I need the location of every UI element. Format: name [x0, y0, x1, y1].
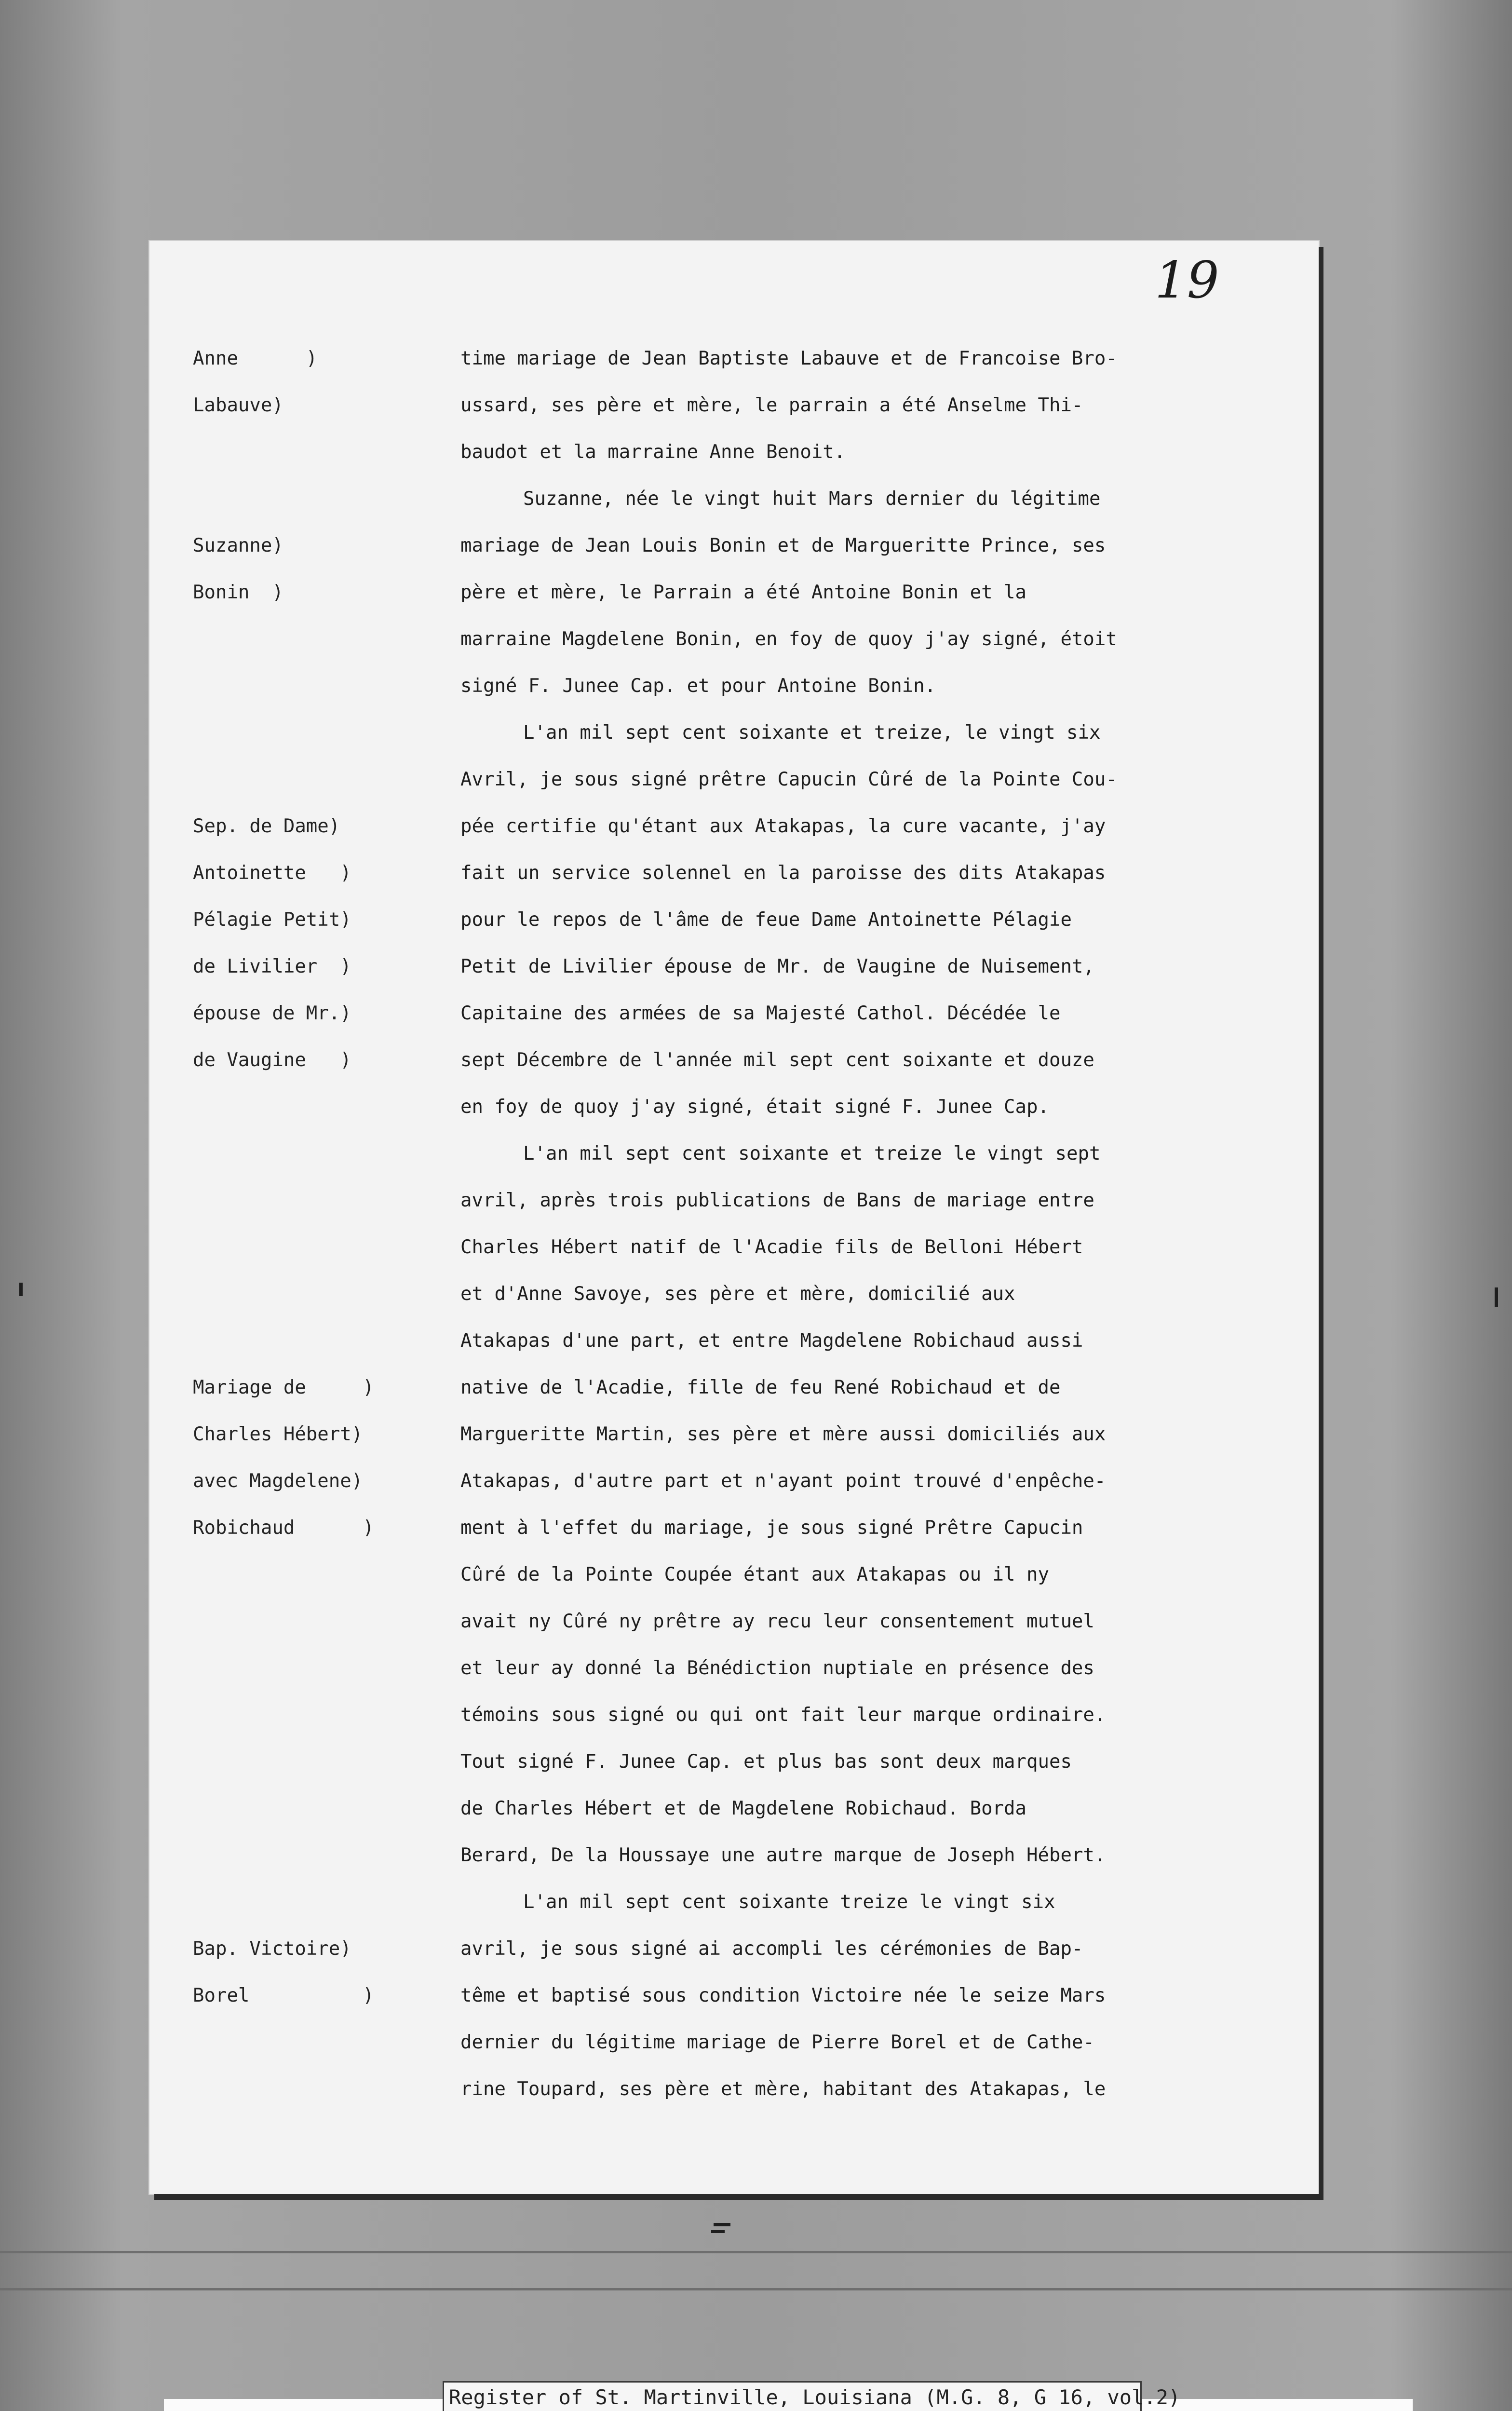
- body-line: pée certifie qu'étant aux Atakapas, la cure vacante, j'ay: [460, 815, 1106, 837]
- body-line: Cûré de la Pointe Coupée étant aux Atakapas ou il ny: [460, 1564, 1049, 1585]
- film-edge-mark: [19, 1283, 23, 1296]
- body-line: témoins sous signé ou qui ont fait leur marque ordinaire.: [460, 1704, 1106, 1726]
- margin-note: Mariage de ): [193, 1377, 374, 1398]
- body-line: Tout signé F. Junee Cap. et plus bas sont deux marques: [460, 1751, 1072, 1773]
- fold-line: [0, 2251, 1512, 2253]
- fold-line: [0, 2288, 1512, 2290]
- body-line: time mariage de Jean Baptiste Labauve et de Francoise Bro-: [460, 348, 1117, 369]
- body-line: fait un service solennel en la paroisse des dits Atakapas: [460, 862, 1106, 884]
- page-number: 19: [1155, 251, 1219, 310]
- body-line: sept Décembre de l'année mil sept cent soixante et douze: [460, 1049, 1094, 1071]
- margin-note: avec Magdelene): [193, 1470, 363, 1492]
- register-page: [149, 241, 1319, 2194]
- margin-note: Pélagie Petit): [193, 909, 351, 931]
- margin-note: Suzanne): [193, 535, 284, 556]
- body-line: Atakapas d'une part, et entre Magdelene Robichaud aussi: [460, 1330, 1083, 1352]
- body-line: L'an mil sept cent soixante treize le vingt six: [523, 1891, 1055, 1913]
- body-line: Petit de Livilier épouse de Mr. de Vaugine de Nuisement,: [460, 956, 1094, 977]
- body-line: Atakapas, d'autre part et n'ayant point trouvé d'enpêche-: [460, 1470, 1106, 1492]
- margin-note: Robichaud ): [193, 1517, 374, 1539]
- body-line: avril, après trois publications de Bans de mariage entre: [460, 1190, 1094, 1211]
- margin-note: Charles Hébert): [193, 1423, 363, 1445]
- body-line: tême et baptisé sous condition Victoire née le seize Mars: [460, 1985, 1106, 2006]
- body-line: signé F. Junee Cap. et pour Antoine Bonin.: [460, 675, 936, 697]
- body-line: marraine Magdelene Bonin, en foy de quoy j'ay signé, étoit: [460, 628, 1117, 650]
- body-line: dernier du légitime mariage de Pierre Borel et de Cathe-: [460, 2032, 1094, 2053]
- body-line: ussard, ses père et mère, le parrain a été Anselme Thi-: [460, 394, 1083, 416]
- body-line: baudot et la marraine Anne Benoit.: [460, 441, 846, 463]
- body-line: Berard, De la Houssaye une autre marque de Joseph Hébert.: [460, 1844, 1106, 1866]
- margin-note: de Vaugine ): [193, 1049, 351, 1071]
- body-line: en foy de quoy j'ay signé, était signé F. Junee Cap.: [460, 1096, 1049, 1118]
- margin-note: Labauve): [193, 394, 284, 416]
- margin-note: Antoinette ): [193, 862, 351, 884]
- body-line: avait ny Cûré ny prêtre ay recu leur consentement mutuel: [460, 1611, 1094, 1632]
- body-line: Capitaine des armées de sa Majesté Cathol. Décédée le: [460, 1002, 1061, 1024]
- margin-note: Bap. Victoire): [193, 1938, 351, 1960]
- body-line: Charles Hébert natif de l'Acadie fils de Belloni Hébert: [460, 1236, 1083, 1258]
- body-line: et leur ay donné la Bénédiction nuptiale en présence des: [460, 1657, 1094, 1679]
- body-line: de Charles Hébert et de Magdelene Robichaud. Borda: [460, 1798, 1026, 1819]
- margin-note: Borel ): [193, 1985, 374, 2006]
- margin-note: Bonin ): [193, 582, 284, 603]
- margin-note: Anne ): [193, 348, 318, 369]
- body-line: L'an mil sept cent soixante et treize le vingt sept: [523, 1143, 1101, 1165]
- film-edge-mark: [714, 2223, 730, 2226]
- body-line: ment à l'effet du mariage, je sous signé Prêtre Capucin: [460, 1517, 1083, 1539]
- body-line: mariage de Jean Louis Bonin et de Margueritte Prince, ses: [460, 535, 1106, 556]
- body-line: père et mère, le Parrain a été Antoine Bonin et la: [460, 582, 1026, 603]
- body-line: pour le repos de l'âme de feue Dame Antoinette Pélagie: [460, 909, 1072, 931]
- film-edge-mark: [1495, 1287, 1498, 1307]
- margin-note: épouse de Mr.): [193, 1002, 351, 1024]
- body-line: et d'Anne Savoye, ses père et mère, domicilié aux: [460, 1283, 1015, 1305]
- body-line: Margueritte Martin, ses père et mère aussi domiciliés aux: [460, 1423, 1106, 1445]
- film-edge-mark: [711, 2230, 725, 2233]
- margin-note: de Livilier ): [193, 956, 351, 977]
- body-line: L'an mil sept cent soixante et treize, le vingt six: [523, 722, 1101, 744]
- margin-note: Sep. de Dame): [193, 815, 340, 837]
- body-line: native de l'Acadie, fille de feu René Robichaud et de: [460, 1377, 1061, 1398]
- body-line: avril, je sous signé ai accompli les cérémonies de Bap-: [460, 1938, 1083, 1960]
- body-line: rine Toupard, ses père et mère, habitant des Atakapas, le: [460, 2078, 1106, 2100]
- body-line: Suzanne, née le vingt huit Mars dernier du légitime: [523, 488, 1101, 510]
- body-line: Avril, je sous signé prêtre Capucin Cûré de la Pointe Cou-: [460, 769, 1117, 790]
- register-source-label: Register of St. Martinville, Louisiana (M.G. 8, G 16, vol.2): [443, 2381, 1142, 2411]
